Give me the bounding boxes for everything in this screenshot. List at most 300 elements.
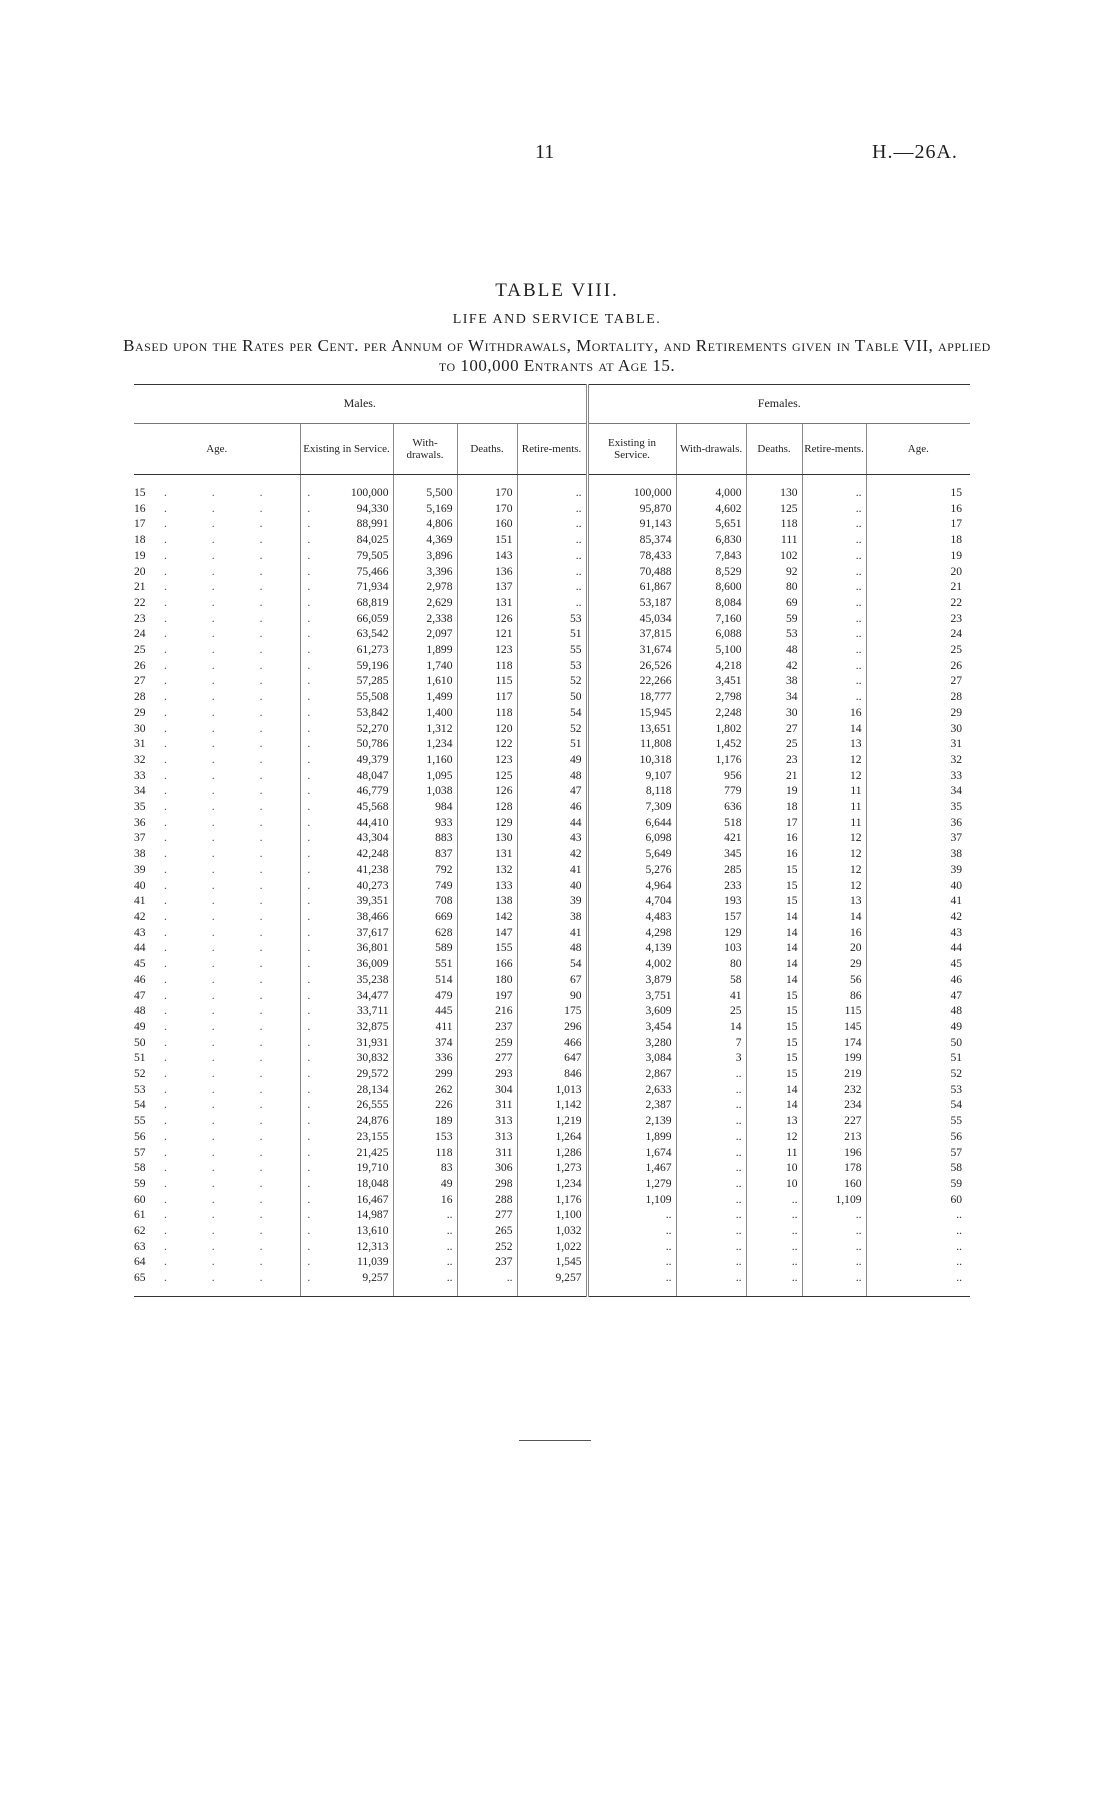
cell-males-existing: 36,801 bbox=[300, 940, 393, 956]
cell-males-deaths: 155 bbox=[457, 940, 517, 956]
cell-females-withdrawals: .. bbox=[676, 1082, 746, 1098]
cell-females-retirements: 196 bbox=[802, 1145, 866, 1161]
leader-dots: . . . . bbox=[164, 1271, 312, 1285]
leader-dots: . . . . bbox=[164, 894, 312, 908]
age-value: 53 bbox=[134, 1082, 146, 1096]
cell-males-withdrawals: .. bbox=[393, 1223, 457, 1239]
cell-males-retirements: 1,142 bbox=[517, 1097, 587, 1113]
leader-dots: . . . . bbox=[164, 737, 312, 751]
cell-females-deaths: 118 bbox=[746, 516, 802, 532]
cell-females-existing: 2,387 bbox=[587, 1097, 676, 1113]
cell-males-retirements: 51 bbox=[517, 626, 587, 642]
cell-males-existing: 19,710 bbox=[300, 1160, 393, 1176]
cell-age bbox=[134, 548, 312, 564]
cell-males-existing: 79,505 bbox=[300, 548, 393, 564]
cell-females-retirements: 199 bbox=[802, 1050, 866, 1066]
age-value: 58 bbox=[134, 1161, 146, 1175]
cell-age-right: 53 bbox=[950, 1082, 963, 1096]
cell-age-right: 30 bbox=[950, 721, 963, 735]
age-value: 54 bbox=[134, 1098, 146, 1112]
cell-females-deaths: 48 bbox=[746, 642, 802, 658]
table-row bbox=[134, 548, 970, 564]
cell-females-retirements: .. bbox=[802, 532, 866, 548]
cell-males-existing: 63,542 bbox=[300, 626, 393, 642]
cell-females-existing: 7,309 bbox=[587, 799, 676, 815]
cell-males-existing: 84,025 bbox=[300, 532, 393, 548]
col-header-age: Age. bbox=[134, 424, 300, 475]
cell-females-retirements: 12 bbox=[802, 862, 866, 878]
cell-age bbox=[134, 893, 312, 909]
cell-age-right: 36 bbox=[950, 815, 963, 829]
leader-dots: . . . . bbox=[164, 909, 312, 923]
cell-age bbox=[134, 1192, 312, 1208]
cell-age-right: 48 bbox=[950, 1004, 963, 1018]
cell-age bbox=[134, 783, 312, 799]
cell-females-deaths: 14 bbox=[746, 956, 802, 972]
cell-females-existing: 2,633 bbox=[587, 1082, 676, 1098]
leader-dots: . . . . bbox=[164, 627, 312, 641]
cell-age bbox=[134, 1003, 312, 1019]
cell-males-retirements: .. bbox=[517, 516, 587, 532]
cell-females-withdrawals: 41 bbox=[676, 988, 746, 1004]
table-row bbox=[134, 689, 970, 705]
cell-males-deaths: 137 bbox=[457, 579, 517, 595]
cell-age-right: .. bbox=[956, 1208, 963, 1222]
age-value: 29 bbox=[134, 705, 146, 719]
cell-males-deaths: 118 bbox=[457, 658, 517, 674]
cell-males-retirements: 42 bbox=[517, 846, 587, 862]
cell-age-right: 16 bbox=[950, 501, 963, 515]
cell-females-retirements: 160 bbox=[802, 1176, 866, 1192]
cell-age bbox=[134, 988, 312, 1004]
cell-females-existing: 4,298 bbox=[587, 925, 676, 941]
cell-males-withdrawals: 883 bbox=[393, 830, 457, 846]
cell-females-deaths: 14 bbox=[746, 925, 802, 941]
cell-age bbox=[134, 799, 312, 815]
age-value: 55 bbox=[134, 1114, 146, 1128]
cell-age bbox=[134, 689, 312, 705]
age-value: 36 bbox=[134, 815, 146, 829]
cell-age bbox=[134, 862, 312, 878]
cell-males-withdrawals: 5,169 bbox=[393, 501, 457, 517]
cell-age bbox=[134, 626, 312, 642]
cell-males-retirements: 67 bbox=[517, 972, 587, 988]
cell-age-right: 29 bbox=[950, 705, 963, 719]
cell-females-retirements: 12 bbox=[802, 752, 866, 768]
page-number: 11 bbox=[535, 141, 555, 163]
cell-males-retirements: 50 bbox=[517, 689, 587, 705]
age-value: 51 bbox=[134, 1051, 146, 1065]
cell-males-existing: 14,987 bbox=[300, 1207, 393, 1223]
cell-age bbox=[134, 830, 312, 846]
cell-females-deaths: 14 bbox=[746, 909, 802, 925]
table-row bbox=[134, 1223, 970, 1239]
cell-males-withdrawals: 3,396 bbox=[393, 564, 457, 580]
cell-females-existing: 70,488 bbox=[587, 564, 676, 580]
table-row bbox=[134, 1192, 970, 1208]
cell-males-withdrawals: 708 bbox=[393, 893, 457, 909]
table-row bbox=[134, 626, 970, 642]
cell-males-retirements: .. bbox=[517, 485, 587, 501]
cell-males-withdrawals: 226 bbox=[393, 1097, 457, 1113]
cell-males-existing: 18,048 bbox=[300, 1176, 393, 1192]
cell-age-right: 18 bbox=[950, 533, 963, 547]
cell-age-right: 27 bbox=[950, 674, 963, 688]
cell-age bbox=[134, 611, 312, 627]
col-header-deaths: Deaths. bbox=[746, 424, 802, 475]
cell-females-existing: 9,107 bbox=[587, 768, 676, 784]
col-header-deaths: Deaths. bbox=[457, 424, 517, 475]
cell-females-deaths: 12 bbox=[746, 1129, 802, 1145]
cell-females-retirements: .. bbox=[802, 516, 866, 532]
cell-age bbox=[134, 1097, 312, 1113]
cell-age-right: 50 bbox=[950, 1035, 963, 1049]
cell-females-withdrawals: 6,088 bbox=[676, 626, 746, 642]
cell-females-withdrawals: .. bbox=[676, 1239, 746, 1255]
cell-age bbox=[134, 925, 312, 941]
col-header-existing: Existing in Service. bbox=[587, 424, 676, 475]
table-row bbox=[134, 846, 970, 862]
cell-females-withdrawals: .. bbox=[676, 1270, 746, 1296]
cell-males-withdrawals: 299 bbox=[393, 1066, 457, 1082]
cell-males-retirements: 1,022 bbox=[517, 1239, 587, 1255]
cell-females-deaths: 15 bbox=[746, 862, 802, 878]
age-value: 17 bbox=[134, 517, 146, 531]
cell-females-deaths: 14 bbox=[746, 940, 802, 956]
cell-females-withdrawals: 2,798 bbox=[676, 689, 746, 705]
cell-age-right: 40 bbox=[950, 878, 963, 892]
leader-dots: . . . . bbox=[164, 1019, 312, 1033]
cell-males-existing: 61,273 bbox=[300, 642, 393, 658]
cell-males-existing: 21,425 bbox=[300, 1145, 393, 1161]
cell-females-existing: 37,815 bbox=[587, 626, 676, 642]
cell-males-deaths: 170 bbox=[457, 501, 517, 517]
cell-females-withdrawals: 7 bbox=[676, 1035, 746, 1051]
cell-females-deaths: 14 bbox=[746, 1082, 802, 1098]
age-value: 31 bbox=[134, 737, 146, 751]
cell-males-withdrawals: 1,400 bbox=[393, 705, 457, 721]
cell-males-withdrawals: 5,500 bbox=[393, 485, 457, 501]
age-value: 48 bbox=[134, 1004, 146, 1018]
cell-age-right: .. bbox=[956, 1239, 963, 1253]
age-value: 23 bbox=[134, 611, 146, 625]
cell-age-right: 45 bbox=[950, 957, 963, 971]
cell-males-deaths: 131 bbox=[457, 846, 517, 862]
cell-females-withdrawals: 956 bbox=[676, 768, 746, 784]
cell-males-existing: 42,248 bbox=[300, 846, 393, 862]
cell-females-withdrawals: .. bbox=[676, 1254, 746, 1270]
table-row bbox=[134, 1066, 970, 1082]
cell-males-existing: 23,155 bbox=[300, 1129, 393, 1145]
cell-females-retirements: .. bbox=[802, 658, 866, 674]
cell-males-withdrawals: 411 bbox=[393, 1019, 457, 1035]
table-row bbox=[134, 1082, 970, 1098]
cell-females-withdrawals: 1,802 bbox=[676, 721, 746, 737]
leader-dots: . . . . bbox=[164, 1192, 312, 1206]
cell-females-existing: 3,751 bbox=[587, 988, 676, 1004]
cell-males-existing: 31,931 bbox=[300, 1035, 393, 1051]
cell-females-existing: 4,964 bbox=[587, 878, 676, 894]
cell-males-withdrawals: 189 bbox=[393, 1113, 457, 1129]
cell-females-deaths: 15 bbox=[746, 1050, 802, 1066]
table-row bbox=[134, 862, 970, 878]
cell-age-right: 19 bbox=[950, 548, 963, 562]
cell-females-existing: 15,945 bbox=[587, 705, 676, 721]
cell-females-withdrawals: .. bbox=[676, 1113, 746, 1129]
cell-females-existing: 18,777 bbox=[587, 689, 676, 705]
cell-males-deaths: 151 bbox=[457, 532, 517, 548]
age-value: 35 bbox=[134, 800, 146, 814]
cell-females-retirements: 14 bbox=[802, 909, 866, 925]
cell-males-existing: 40,273 bbox=[300, 878, 393, 894]
cell-age bbox=[134, 1239, 312, 1255]
cell-females-deaths: 19 bbox=[746, 783, 802, 799]
cell-males-existing: 52,270 bbox=[300, 721, 393, 737]
cell-age bbox=[134, 564, 312, 580]
cell-age-right: 17 bbox=[950, 517, 963, 531]
cell-males-retirements: 175 bbox=[517, 1003, 587, 1019]
cell-males-deaths: 170 bbox=[457, 485, 517, 501]
cell-males-retirements: 53 bbox=[517, 658, 587, 674]
cell-females-retirements: 12 bbox=[802, 768, 866, 784]
table-row bbox=[134, 705, 970, 721]
cell-males-retirements: 1,032 bbox=[517, 1223, 587, 1239]
cell-females-deaths: 80 bbox=[746, 579, 802, 595]
cell-age bbox=[134, 658, 312, 674]
cell-males-retirements: 1,234 bbox=[517, 1176, 587, 1192]
cell-males-retirements: 44 bbox=[517, 815, 587, 831]
cell-females-deaths: 27 bbox=[746, 721, 802, 737]
table-row bbox=[134, 1003, 970, 1019]
table-row bbox=[134, 972, 970, 988]
cell-males-existing: 30,832 bbox=[300, 1050, 393, 1066]
cell-females-withdrawals: .. bbox=[676, 1160, 746, 1176]
cell-males-retirements: 1,264 bbox=[517, 1129, 587, 1145]
cell-males-deaths: 166 bbox=[457, 956, 517, 972]
cell-males-deaths: 288 bbox=[457, 1192, 517, 1208]
cell-males-withdrawals: 749 bbox=[393, 878, 457, 894]
age-value: 45 bbox=[134, 957, 146, 971]
cell-females-existing: 85,374 bbox=[587, 532, 676, 548]
table-row bbox=[134, 532, 970, 548]
cell-males-deaths: 313 bbox=[457, 1129, 517, 1145]
cell-males-retirements: 1,545 bbox=[517, 1254, 587, 1270]
cell-females-retirements: 13 bbox=[802, 736, 866, 752]
cell-age bbox=[134, 1050, 312, 1066]
leader-dots: . . . . bbox=[164, 1129, 312, 1143]
cell-age bbox=[134, 1254, 312, 1270]
cell-males-existing: 32,875 bbox=[300, 1019, 393, 1035]
table-row bbox=[134, 988, 970, 1004]
cell-age-right: 41 bbox=[950, 894, 963, 908]
cell-males-deaths: 117 bbox=[457, 689, 517, 705]
table-row bbox=[134, 1145, 970, 1161]
cell-age bbox=[134, 532, 312, 548]
cell-females-existing: 22,266 bbox=[587, 673, 676, 689]
cell-males-retirements: 52 bbox=[517, 673, 587, 689]
cell-males-withdrawals: 374 bbox=[393, 1035, 457, 1051]
cell-females-withdrawals: 4,218 bbox=[676, 658, 746, 674]
leader-dots: . . . . bbox=[164, 486, 312, 499]
cell-males-withdrawals: 2,338 bbox=[393, 611, 457, 627]
leader-dots: . . . . bbox=[164, 501, 312, 515]
cell-males-deaths: 298 bbox=[457, 1176, 517, 1192]
leader-dots: . . . . bbox=[164, 925, 312, 939]
leader-dots: . . . . bbox=[164, 957, 312, 971]
cell-females-withdrawals: 4,000 bbox=[676, 485, 746, 501]
cell-females-withdrawals: 1,452 bbox=[676, 736, 746, 752]
cell-males-deaths: 216 bbox=[457, 1003, 517, 1019]
table-row bbox=[134, 830, 970, 846]
cell-males-deaths: 126 bbox=[457, 783, 517, 799]
cell-males-withdrawals: 933 bbox=[393, 815, 457, 831]
cell-females-existing: 3,454 bbox=[587, 1019, 676, 1035]
age-value: 19 bbox=[134, 548, 146, 562]
cell-males-withdrawals: 16 bbox=[393, 1192, 457, 1208]
cell-males-withdrawals: 1,038 bbox=[393, 783, 457, 799]
leader-dots: . . . . bbox=[164, 705, 312, 719]
cell-females-deaths: 15 bbox=[746, 878, 802, 894]
cell-males-deaths: 313 bbox=[457, 1113, 517, 1129]
cell-females-existing: 10,318 bbox=[587, 752, 676, 768]
table-row bbox=[134, 1176, 970, 1192]
cell-males-withdrawals: 262 bbox=[393, 1082, 457, 1098]
table-row bbox=[134, 925, 970, 941]
age-value: 27 bbox=[134, 674, 146, 688]
cell-age bbox=[134, 721, 312, 737]
cell-males-retirements: 43 bbox=[517, 830, 587, 846]
age-value: 21 bbox=[134, 580, 146, 594]
cell-males-existing: 11,039 bbox=[300, 1254, 393, 1270]
cell-males-deaths: 293 bbox=[457, 1066, 517, 1082]
cell-males-withdrawals: 514 bbox=[393, 972, 457, 988]
cell-males-existing: 13,610 bbox=[300, 1223, 393, 1239]
cell-age bbox=[134, 1129, 312, 1145]
cell-females-retirements: .. bbox=[802, 1254, 866, 1270]
cell-age-right: 25 bbox=[950, 643, 963, 657]
cell-age-right: 59 bbox=[950, 1176, 963, 1190]
age-value: 41 bbox=[134, 894, 146, 908]
cell-females-withdrawals: .. bbox=[676, 1066, 746, 1082]
cell-males-withdrawals: 336 bbox=[393, 1050, 457, 1066]
cell-females-existing: 45,034 bbox=[587, 611, 676, 627]
cell-females-retirements: 11 bbox=[802, 815, 866, 831]
cell-age bbox=[134, 642, 312, 658]
cell-females-retirements: 12 bbox=[802, 846, 866, 862]
cell-females-retirements: .. bbox=[802, 611, 866, 627]
cell-males-withdrawals: .. bbox=[393, 1270, 457, 1296]
table-row bbox=[134, 736, 970, 752]
cell-age-right: 15 bbox=[950, 486, 963, 499]
leader-dots: . . . . bbox=[164, 862, 312, 876]
cell-males-withdrawals: 2,629 bbox=[393, 595, 457, 611]
age-value: 49 bbox=[134, 1019, 146, 1033]
cell-males-deaths: 259 bbox=[457, 1035, 517, 1051]
leader-dots: . . . . bbox=[164, 800, 312, 814]
cell-females-retirements: 56 bbox=[802, 972, 866, 988]
cell-females-deaths: 69 bbox=[746, 595, 802, 611]
cell-age-right: 49 bbox=[950, 1019, 963, 1033]
cell-females-retirements: 115 bbox=[802, 1003, 866, 1019]
cell-age bbox=[134, 972, 312, 988]
cell-males-existing: 66,059 bbox=[300, 611, 393, 627]
cell-males-retirements: 47 bbox=[517, 783, 587, 799]
cell-females-retirements: 174 bbox=[802, 1035, 866, 1051]
leader-dots: . . . . bbox=[164, 1082, 312, 1096]
leader-dots: . . . . bbox=[164, 533, 312, 547]
cell-females-retirements: 29 bbox=[802, 956, 866, 972]
cell-males-deaths: 115 bbox=[457, 673, 517, 689]
age-value: 60 bbox=[134, 1192, 146, 1206]
cell-females-existing: 61,867 bbox=[587, 579, 676, 595]
cell-females-existing: 31,674 bbox=[587, 642, 676, 658]
cell-males-existing: 88,991 bbox=[300, 516, 393, 532]
cell-males-withdrawals: 1,234 bbox=[393, 736, 457, 752]
leader-dots: . . . . bbox=[164, 847, 312, 861]
cell-males-retirements: .. bbox=[517, 501, 587, 517]
age-value: 63 bbox=[134, 1239, 146, 1253]
col-header-withdrawals: With-drawals. bbox=[393, 424, 457, 475]
leader-dots: . . . . bbox=[164, 658, 312, 672]
cell-age bbox=[134, 956, 312, 972]
cell-females-withdrawals: 5,651 bbox=[676, 516, 746, 532]
cell-age bbox=[134, 815, 312, 831]
cell-males-deaths: 118 bbox=[457, 705, 517, 721]
cell-females-withdrawals: 7,160 bbox=[676, 611, 746, 627]
cell-males-existing: 9,257 bbox=[300, 1270, 393, 1296]
cell-females-retirements: 213 bbox=[802, 1129, 866, 1145]
table-row bbox=[134, 1019, 970, 1035]
group-header-females: Females. bbox=[587, 385, 970, 424]
cell-females-retirements: .. bbox=[802, 642, 866, 658]
cell-males-deaths: 197 bbox=[457, 988, 517, 1004]
cell-females-retirements: .. bbox=[802, 579, 866, 595]
cell-females-deaths: 15 bbox=[746, 1019, 802, 1035]
leader-dots: . . . . bbox=[164, 674, 312, 688]
cell-age bbox=[134, 752, 312, 768]
cell-females-retirements: 232 bbox=[802, 1082, 866, 1098]
cell-females-existing: 91,143 bbox=[587, 516, 676, 532]
cell-females-existing: 26,526 bbox=[587, 658, 676, 674]
col-header-retirements: Retire-ments. bbox=[517, 424, 587, 475]
cell-age-right: 32 bbox=[950, 752, 963, 766]
cell-females-retirements: 13 bbox=[802, 893, 866, 909]
cell-age-right: 21 bbox=[950, 580, 963, 594]
cell-males-withdrawals: 2,978 bbox=[393, 579, 457, 595]
cell-males-existing: 68,819 bbox=[300, 595, 393, 611]
cell-males-withdrawals: .. bbox=[393, 1254, 457, 1270]
cell-females-withdrawals: .. bbox=[676, 1097, 746, 1113]
cell-age-right: 44 bbox=[950, 941, 963, 955]
age-value: 16 bbox=[134, 501, 146, 515]
cell-age-right: 31 bbox=[950, 737, 963, 751]
cell-females-deaths: 38 bbox=[746, 673, 802, 689]
cell-males-existing: 43,304 bbox=[300, 830, 393, 846]
table-title: TABLE VIII. bbox=[495, 280, 619, 301]
cell-females-withdrawals: 2,248 bbox=[676, 705, 746, 721]
cell-females-existing: 3,280 bbox=[587, 1035, 676, 1051]
cell-females-withdrawals: .. bbox=[676, 1129, 746, 1145]
cell-males-withdrawals: 3,896 bbox=[393, 548, 457, 564]
cell-males-deaths: 126 bbox=[457, 611, 517, 627]
cell-males-deaths: 237 bbox=[457, 1254, 517, 1270]
cell-age bbox=[134, 595, 312, 611]
cell-males-retirements: 38 bbox=[517, 909, 587, 925]
cell-females-withdrawals: 8,600 bbox=[676, 579, 746, 595]
cell-age-right: 52 bbox=[950, 1067, 963, 1081]
cell-males-retirements: 40 bbox=[517, 878, 587, 894]
cell-females-existing: .. bbox=[587, 1223, 676, 1239]
